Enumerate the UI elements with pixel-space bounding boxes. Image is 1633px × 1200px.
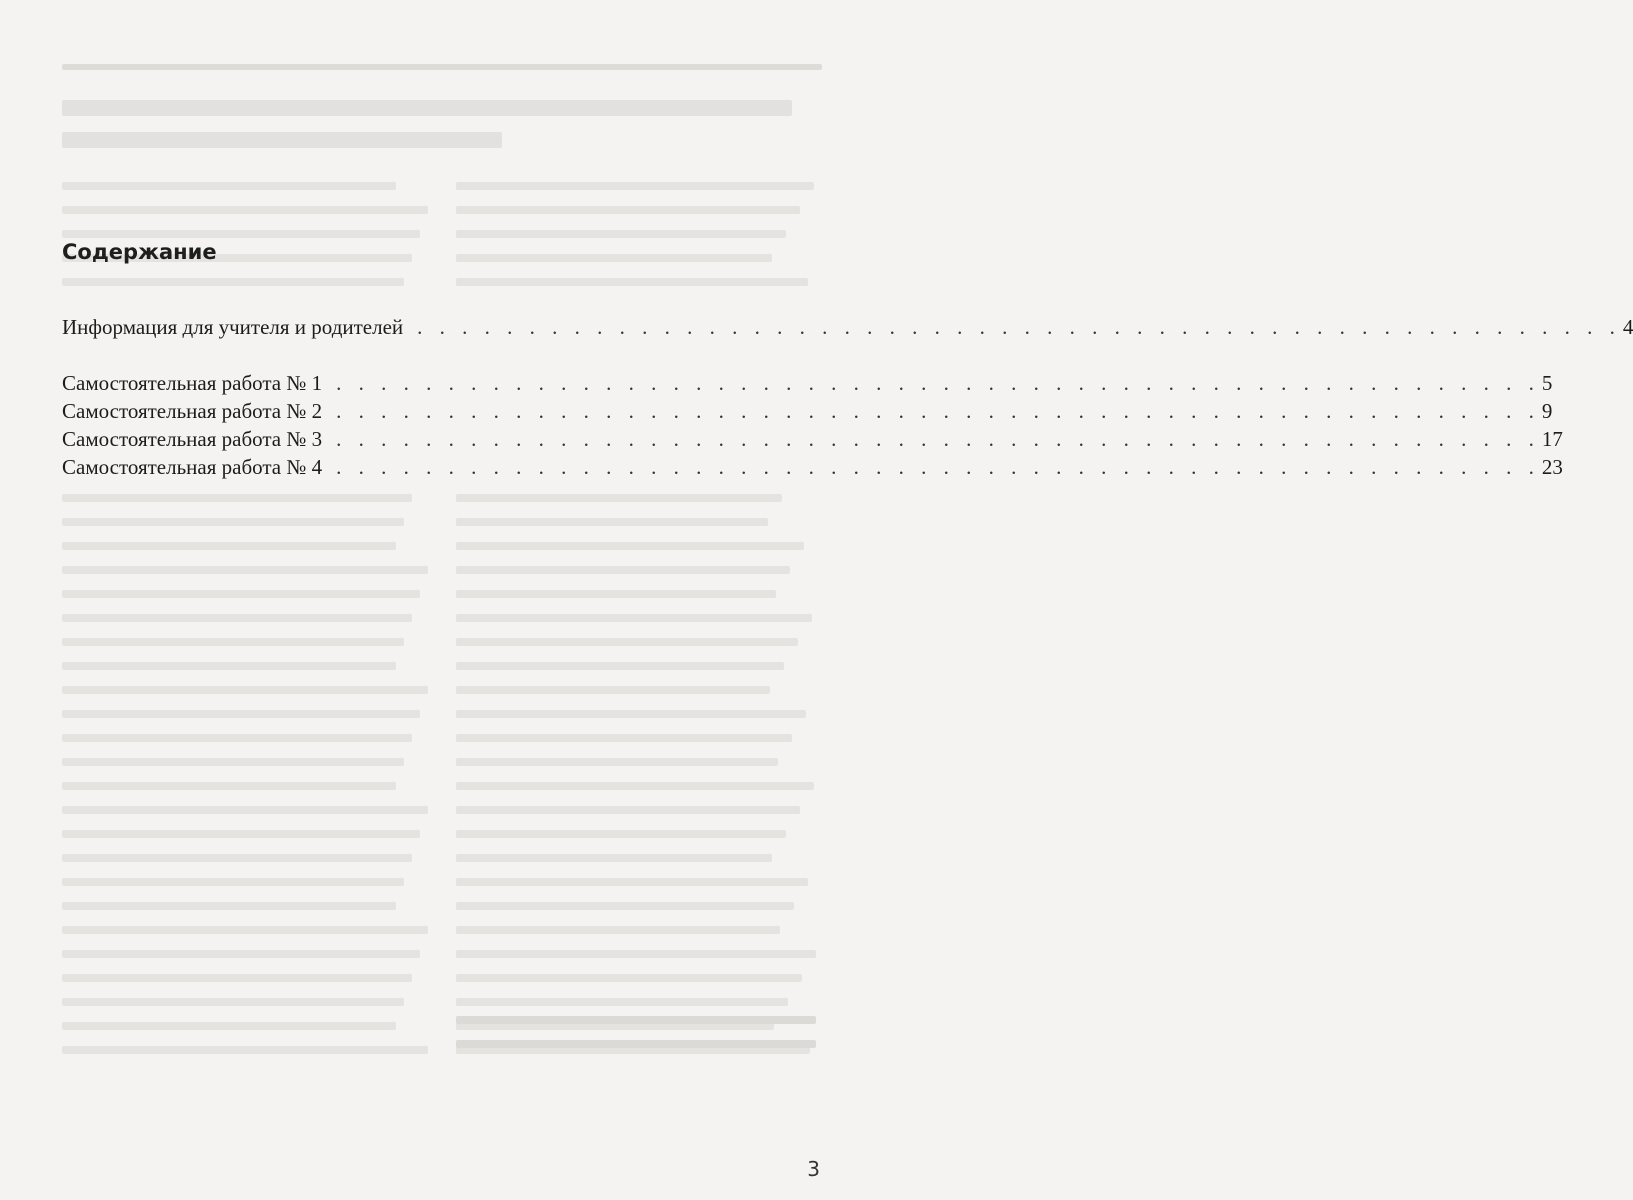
show-through-line <box>456 590 776 598</box>
show-through-line <box>456 542 804 550</box>
toc-entry[interactable] <box>62 426 1563 452</box>
show-through-line <box>456 614 812 622</box>
show-through-line <box>456 566 790 574</box>
show-through-line <box>456 878 808 886</box>
show-through-line <box>456 926 780 934</box>
show-through-line <box>62 494 412 502</box>
show-through-line <box>456 230 786 238</box>
show-through-line <box>62 662 396 670</box>
show-through-line <box>456 902 794 910</box>
show-through-line <box>456 782 814 790</box>
show-through-line <box>456 1016 816 1024</box>
toc-entry-label: Самостоятельная работа № 1 <box>62 371 323 395</box>
toc-entry-page: 23 <box>1541 455 1563 479</box>
toc-entry[interactable] <box>62 454 1563 480</box>
show-through-line <box>62 686 428 694</box>
toc-entry-label: Самостоятельная работа № 3 <box>62 427 323 451</box>
show-through-line <box>62 902 396 910</box>
toc-entry-page: 17 <box>1541 427 1563 451</box>
show-through-line <box>62 854 412 862</box>
show-through-line <box>456 686 770 694</box>
show-through-line <box>456 758 778 766</box>
show-through-line <box>456 494 782 502</box>
page-title: Содержание <box>62 240 217 264</box>
show-through-line <box>62 566 428 574</box>
show-through-line <box>62 710 420 718</box>
show-through-line <box>62 206 428 214</box>
show-through-line <box>456 710 806 718</box>
show-through-line <box>62 878 404 886</box>
show-through-line <box>456 182 814 190</box>
show-through-line <box>62 590 420 598</box>
toc-leader-dots: . . . . . . . . . . . . . . . . . . . . . . . . . . . . . . . . . . . . . . . . . . . . . . . . . . . . . . <box>417 315 1621 339</box>
toc-entry-page: 9 <box>1541 399 1553 423</box>
show-through-line <box>62 1046 428 1054</box>
toc-entry-page: 5 <box>1541 371 1553 395</box>
show-through-line <box>62 1022 396 1030</box>
show-through-line <box>456 1040 816 1048</box>
toc-entry-label: Самостоятельная работа № 2 <box>62 399 323 423</box>
show-through-line <box>456 950 816 958</box>
show-through-line <box>62 182 396 190</box>
toc-leader-dots: . . . . . . . . . . . . . . . . . . . . . . . . . . . . . . . . . . . . . . . . . . . . . . . . . . . . . . <box>336 371 1540 395</box>
toc-entry[interactable] <box>62 398 1553 424</box>
show-through-line <box>62 758 404 766</box>
show-through-line <box>62 734 412 742</box>
show-through-line <box>456 998 788 1006</box>
toc-leader-dots: . . . . . . . . . . . . . . . . . . . . . . . . . . . . . . . . . . . . . . . . . . . . . . . . . . . . . . <box>336 399 1540 423</box>
show-through-line <box>456 662 784 670</box>
show-through-line <box>62 542 396 550</box>
show-through-line <box>456 806 800 814</box>
show-through-line <box>62 926 428 934</box>
show-through-line <box>62 132 502 148</box>
page-number: 3 <box>807 1157 820 1181</box>
show-through-line <box>456 206 800 214</box>
show-through-line <box>62 100 792 116</box>
show-through-line <box>456 974 802 982</box>
toc-entry-page: 4 <box>1622 315 1633 339</box>
show-through-line <box>456 638 798 646</box>
show-through-line <box>62 998 404 1006</box>
show-through-line <box>62 638 404 646</box>
show-through-line <box>456 278 808 286</box>
show-through-line <box>456 254 772 262</box>
show-through-line <box>62 974 412 982</box>
show-through-line <box>62 230 420 238</box>
show-through-line <box>62 64 822 70</box>
show-through-line <box>456 830 786 838</box>
toc-leader-dots: . . . . . . . . . . . . . . . . . . . . . . . . . . . . . . . . . . . . . . . . . . . . . . . . . . . . . . <box>336 455 1540 479</box>
show-through-line <box>456 734 792 742</box>
show-through-line <box>456 518 768 526</box>
show-through-line <box>62 830 420 838</box>
toc-entry-label: Самостоятельная работа № 4 <box>62 455 323 479</box>
show-through-line <box>456 854 772 862</box>
toc-entry-label: Информация для учителя и родителей <box>62 315 404 339</box>
toc-leader-dots: . . . . . . . . . . . . . . . . . . . . . . . . . . . . . . . . . . . . . . . . . . . . . . . . . . . . . . <box>336 427 1540 451</box>
toc-entry[interactable] <box>62 314 1633 340</box>
show-through-line <box>62 950 420 958</box>
show-through-line <box>62 806 428 814</box>
show-through-line <box>62 278 404 286</box>
show-through-line <box>62 782 396 790</box>
toc-entry[interactable] <box>62 370 1553 396</box>
show-through-line <box>62 614 412 622</box>
show-through-line <box>62 518 404 526</box>
